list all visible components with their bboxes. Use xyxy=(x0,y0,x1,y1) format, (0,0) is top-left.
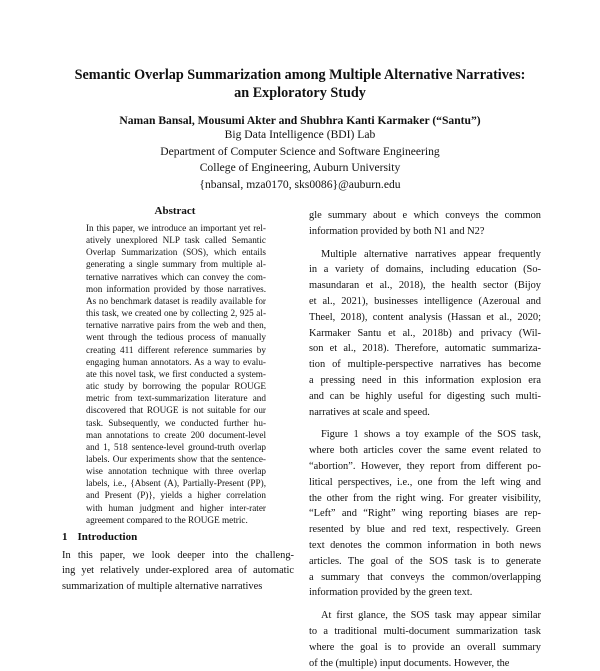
body-line: et al., 2021), businesses intelligence (Azeroual and xyxy=(309,295,541,307)
body-line: to a traditional multi-document summarization task xyxy=(309,625,541,637)
body-line: litical perspectives, i.e., one from the left wing and xyxy=(309,476,541,488)
abstract-line: labels, i.e., {Absent (A), Partially-Present (PP), xyxy=(86,478,266,489)
body-line: resented by blue and red text, respectively. Green xyxy=(309,524,541,536)
body-line: where both articles cover the same event related to xyxy=(309,445,541,457)
abstract-line: engaging human annotators. As a way to evalu- xyxy=(86,356,266,367)
body-line: Figure 1 shows a toy example of the SOS task, xyxy=(321,429,541,441)
body-line: information provided by the green text. xyxy=(309,587,473,599)
abstract-line: agreement compared to the ROUGE metric. xyxy=(86,514,248,525)
affiliation-department: Department of Computer Science and Software Engineering xyxy=(160,144,440,158)
body-line: where the goal is to provide an overall summary xyxy=(309,641,541,653)
abstract-line: with human judgment and higher inter-rater xyxy=(86,502,266,513)
paper-title xyxy=(40,66,560,102)
abstract-line: and 1, 518 sentence-level ground-truth overlap xyxy=(86,441,266,452)
abstract-line: In this paper, we introduce an important yet rel- xyxy=(86,223,266,233)
abstract-line: creating 411 different reference summaries by xyxy=(86,344,266,355)
paragraph-break xyxy=(309,420,541,427)
body-line: articles. The goal of the SOS task is to generate xyxy=(309,555,541,567)
abstract-line: ternative narrative pairs from the web and then, xyxy=(86,320,266,331)
abstract-body xyxy=(86,222,266,526)
abstract-line: ate this novel task, we first conducted a system- xyxy=(86,368,266,379)
body-line: gle summary about e which conveys the common xyxy=(309,210,541,221)
intro-line: summarization of multiple alternative narratives xyxy=(62,580,263,592)
body-line: text denotes the common information in both news xyxy=(309,539,541,551)
body-line: son et al., 2018). Therefore, automatic summariza- xyxy=(309,343,541,355)
body-line: At first glance, the SOS task may appear similar xyxy=(321,610,541,622)
affiliation-lab: Big Data Intelligence (BDI) Lab xyxy=(224,128,376,141)
abstract-line: wise annotation technique with three overlap xyxy=(86,466,266,477)
body-line: Theel, 2018), content analysis (Hassan et al., 2020; xyxy=(309,311,541,323)
abstract-line: man annotations to create 200 document-level xyxy=(86,429,266,440)
abstract-line: went through the tedious process of manually xyxy=(86,332,266,343)
affiliation-college: College of Engineering, Auburn University xyxy=(199,161,401,174)
introduction-body xyxy=(62,548,294,594)
abstract-line: discovered that ROUGE is not suitable for our xyxy=(86,405,266,416)
section-heading xyxy=(62,531,147,543)
paragraph-break xyxy=(309,601,541,608)
body-line: narratives at scale and speed. xyxy=(309,406,430,418)
body-line: information provided by both N1 and N2? xyxy=(309,225,485,237)
abstract-line: metric from text-summarization literature and xyxy=(86,393,266,404)
body-line: “abortion”. However, they report from different po- xyxy=(309,460,541,472)
abstract-line: As no benchmark dataset is readily available for xyxy=(86,295,266,306)
body-line: a pressing need in this information explosion era xyxy=(309,374,541,386)
paragraph-break xyxy=(309,240,541,247)
abstract-line: ternative narratives which can convey the com- xyxy=(86,271,266,282)
abstract-line: and Present (P)}, yields a higher correlation xyxy=(86,490,266,501)
affiliation-emails: {nbansal, mza0170, sks0086}@auburn.edu xyxy=(199,177,401,191)
section-title: Introduction xyxy=(77,531,138,543)
abstract-line: labels. Our experiments show that the sentence- xyxy=(86,453,266,464)
section-number: 1 xyxy=(62,531,68,543)
body-line: and can be highly useful for digesting such multi- xyxy=(309,390,541,402)
abstract-line: generating a single summary from multiple al- xyxy=(86,259,266,270)
abstract-line: Overlap Summarization (SOS), which entails xyxy=(86,247,266,258)
abstract-line: atic study by borrowing the popular ROUGE xyxy=(86,381,266,392)
body-line: of the (multiple) input documents. However, the xyxy=(309,657,510,669)
abstract-line: task. Subsequently, we conducted further hu- xyxy=(86,417,266,428)
affiliation-block xyxy=(40,127,560,193)
body-line: Multiple alternative narratives appear frequently xyxy=(321,248,541,260)
intro-line: ing yet relatively under-explored area of automatic xyxy=(62,565,294,577)
body-line: masundaran et al., 2018), the health sector (Bijoy xyxy=(309,280,541,292)
title-line: Semantic Overlap Summarization among Multiple Alternative Narratives: xyxy=(74,67,526,83)
body-line: a summary that conveys the common/overlapping xyxy=(309,571,541,583)
body-line: Karmaker Santu et al., 2018b) and privacy (Wil- xyxy=(309,327,541,339)
body-line: the other from the right wing. For greater visibility, xyxy=(309,492,541,504)
body-line: “Left” and “Right” wing reporting biases are rep- xyxy=(309,508,541,520)
abstract-line: atively unexplored NLP task called Semantic xyxy=(86,235,266,246)
abstract-line: mon information provided by those narratives. xyxy=(86,283,266,294)
right-column-body xyxy=(309,208,541,671)
title-line: an Exploratory Study xyxy=(234,85,366,101)
body-line: tion of multiple-perspective narratives has become xyxy=(309,359,541,371)
abstract-line: this task, we created one by collecting 2, 925 al- xyxy=(86,308,266,319)
intro-line: In this paper, we look deeper into the challeng- xyxy=(62,550,294,561)
author-list: Naman Bansal, Mousumi Akter and Shubhra Kanti Karmaker (“Santu”) xyxy=(119,114,481,127)
abstract-heading: Abstract xyxy=(154,205,196,217)
body-line: in a variety of domains, including education (So- xyxy=(309,264,541,276)
